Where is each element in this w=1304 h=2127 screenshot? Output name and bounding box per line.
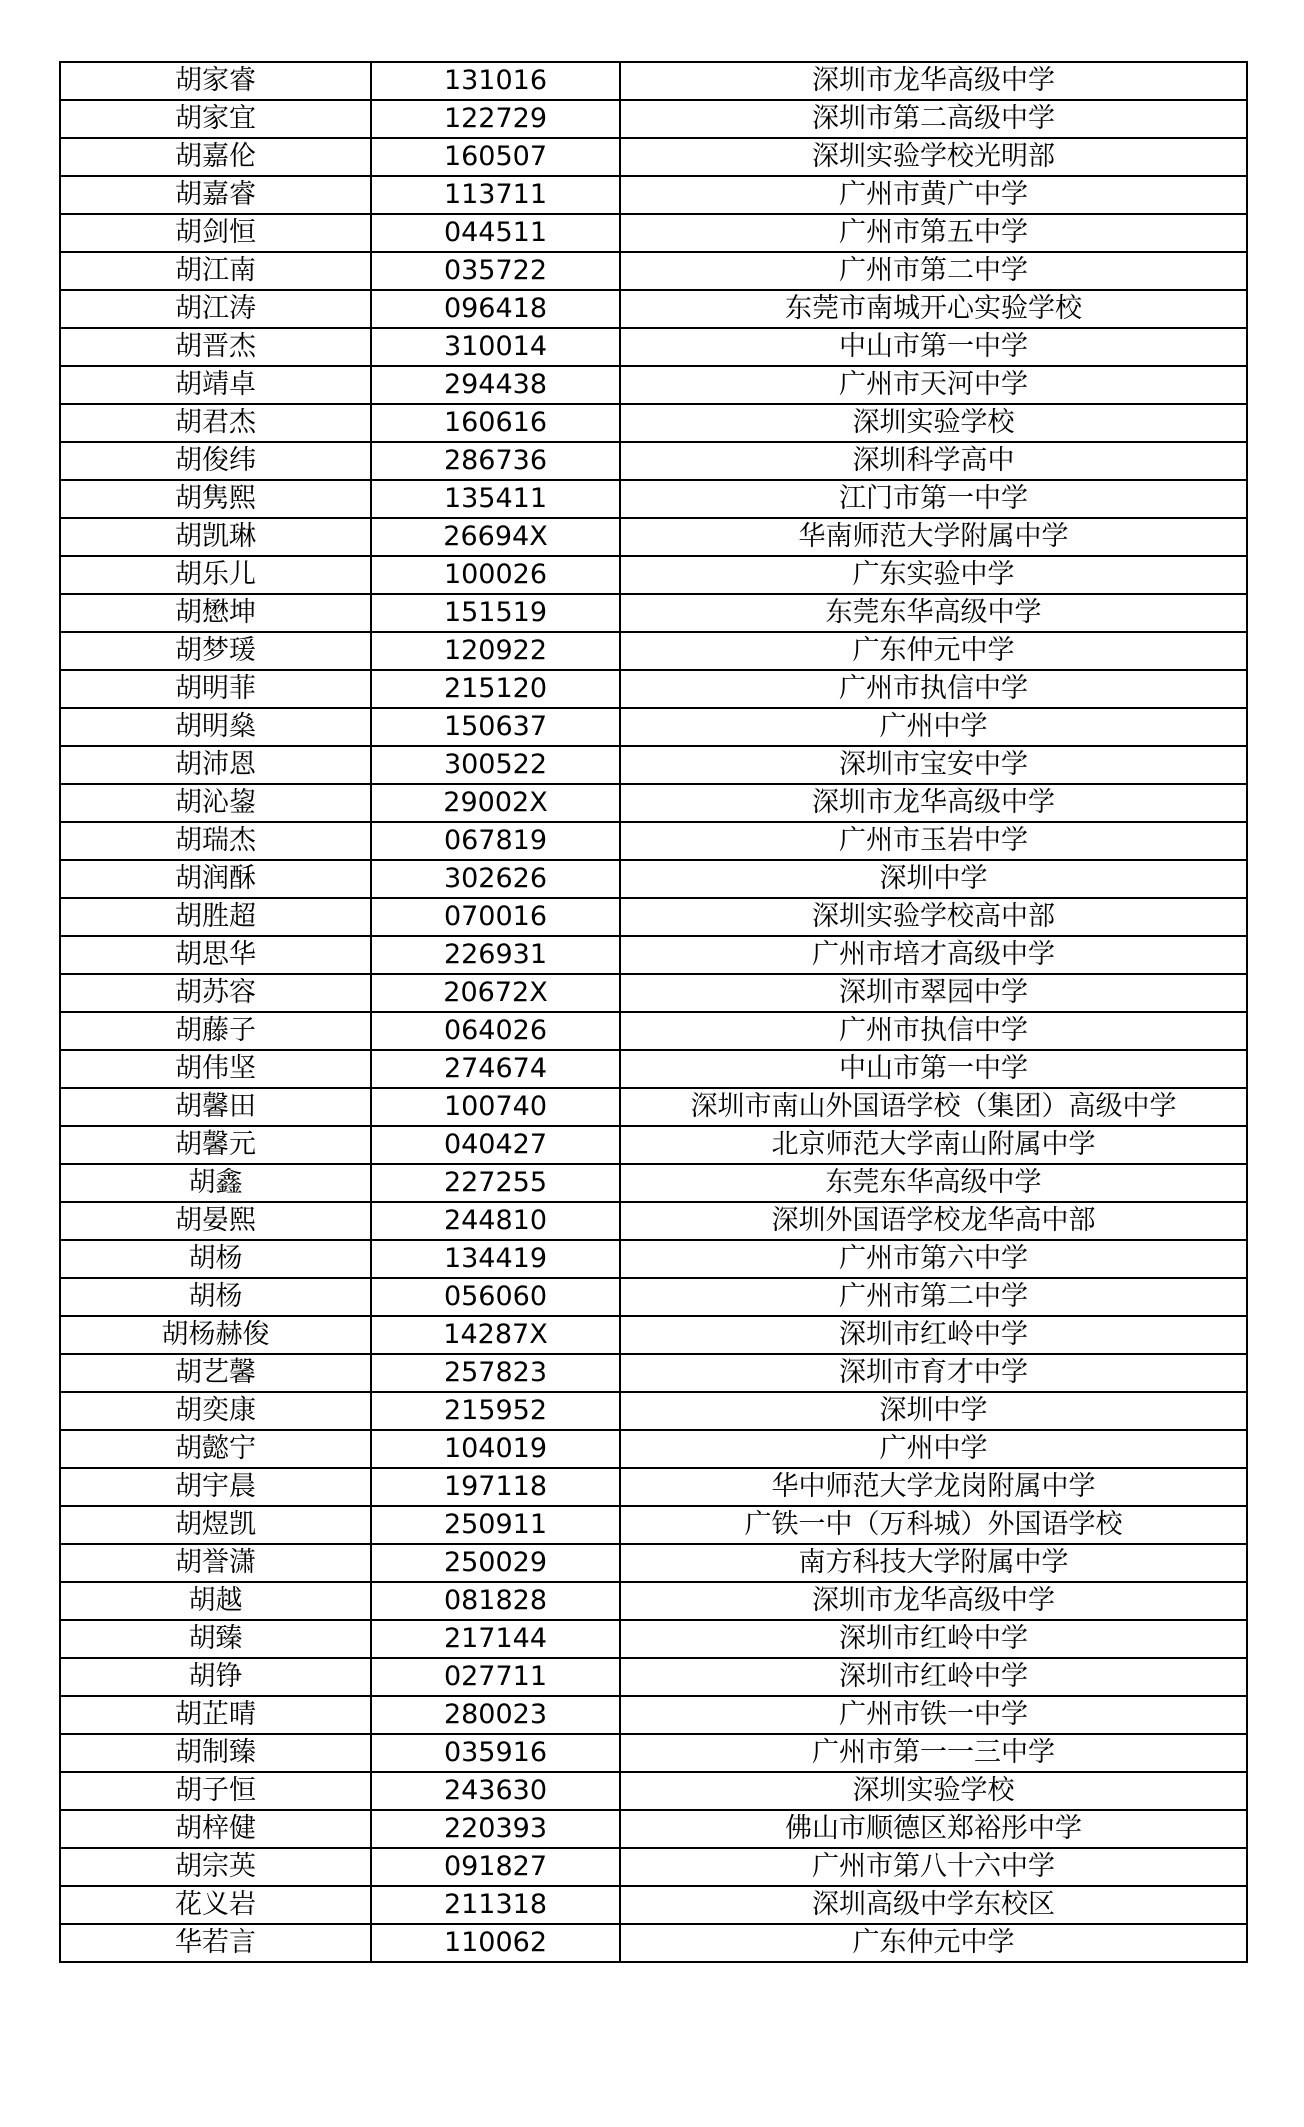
student-id-cell: 217144	[371, 1620, 620, 1658]
school-cell: 广东仲元中学	[620, 1924, 1247, 1962]
school-cell: 广州市第八十六中学	[620, 1848, 1247, 1886]
student-name-cell: 胡江南	[60, 252, 371, 290]
student-name-cell: 胡明菲	[60, 670, 371, 708]
student-id-cell: 197118	[371, 1468, 620, 1506]
school-cell: 深圳实验学校高中部	[620, 898, 1247, 936]
school-cell: 广州市天河中学	[620, 366, 1247, 404]
school-cell: 广铁一中（万科城）外国语学校	[620, 1506, 1247, 1544]
student-name-cell: 胡剑恒	[60, 214, 371, 252]
student-name-cell: 胡越	[60, 1582, 371, 1620]
student-name-cell: 胡宇晨	[60, 1468, 371, 1506]
student-name-cell: 胡梦瑗	[60, 632, 371, 670]
student-id-cell: 215120	[371, 670, 620, 708]
table-row	[60, 290, 1247, 328]
table-row	[60, 974, 1247, 1012]
student-id-cell: 150637	[371, 708, 620, 746]
student-id-cell: 131016	[371, 62, 620, 100]
table-row	[60, 252, 1247, 290]
school-cell: 中山市第一中学	[620, 328, 1247, 366]
table-row	[60, 898, 1247, 936]
school-cell: 深圳市红岭中学	[620, 1620, 1247, 1658]
student-name-cell: 胡杨	[60, 1278, 371, 1316]
student-name-cell: 胡苏容	[60, 974, 371, 1012]
table-row	[60, 936, 1247, 974]
student-name-cell: 胡胜超	[60, 898, 371, 936]
table-row	[60, 670, 1247, 708]
student-id-cell: 286736	[371, 442, 620, 480]
student-id-cell: 250911	[371, 1506, 620, 1544]
student-name-cell: 胡杨	[60, 1240, 371, 1278]
school-cell: 深圳中学	[620, 1392, 1247, 1430]
table-row	[60, 1506, 1247, 1544]
school-cell: 深圳市龙华高级中学	[620, 62, 1247, 100]
student-name-cell: 胡家睿	[60, 62, 371, 100]
student-id-cell: 027711	[371, 1658, 620, 1696]
table-row	[60, 1202, 1247, 1240]
school-cell: 广州市第二中学	[620, 252, 1247, 290]
student-name-cell: 胡鑫	[60, 1164, 371, 1202]
table-row	[60, 214, 1247, 252]
school-cell: 深圳外国语学校龙华高中部	[620, 1202, 1247, 1240]
student-name-cell: 胡誉潇	[60, 1544, 371, 1582]
school-cell: 深圳市龙华高级中学	[620, 1582, 1247, 1620]
table-row	[60, 1810, 1247, 1848]
table-row	[60, 1354, 1247, 1392]
school-cell: 广州市第六中学	[620, 1240, 1247, 1278]
school-cell: 广东仲元中学	[620, 632, 1247, 670]
table-row	[60, 1278, 1247, 1316]
student-name-cell: 胡馨田	[60, 1088, 371, 1126]
student-id-cell: 104019	[371, 1430, 620, 1468]
student-id-cell: 310014	[371, 328, 620, 366]
student-name-cell: 胡家宜	[60, 100, 371, 138]
table-row	[60, 1240, 1247, 1278]
student-roster-table	[59, 61, 1248, 1963]
school-cell: 广州市执信中学	[620, 670, 1247, 708]
table-row	[60, 784, 1247, 822]
student-name-cell: 胡煜凯	[60, 1506, 371, 1544]
student-name-cell: 胡靖卓	[60, 366, 371, 404]
student-name-cell: 胡伟坚	[60, 1050, 371, 1088]
school-cell: 深圳市红岭中学	[620, 1316, 1247, 1354]
student-id-cell: 100740	[371, 1088, 620, 1126]
table-row	[60, 1924, 1247, 1962]
school-cell: 深圳市南山外国语学校（集团）高级中学	[620, 1088, 1247, 1126]
school-cell: 深圳实验学校光明部	[620, 138, 1247, 176]
student-id-cell: 226931	[371, 936, 620, 974]
student-id-cell: 29002X	[371, 784, 620, 822]
student-name-cell: 胡江涛	[60, 290, 371, 328]
school-cell: 广州市培才高级中学	[620, 936, 1247, 974]
student-id-cell: 091827	[371, 1848, 620, 1886]
student-name-cell: 胡晋杰	[60, 328, 371, 366]
student-id-cell: 135411	[371, 480, 620, 518]
student-name-cell: 胡隽熙	[60, 480, 371, 518]
school-cell: 广东实验中学	[620, 556, 1247, 594]
student-id-cell: 243630	[371, 1772, 620, 1810]
table-row	[60, 708, 1247, 746]
school-cell: 中山市第一中学	[620, 1050, 1247, 1088]
student-id-cell: 064026	[371, 1012, 620, 1050]
school-cell: 广州市第五中学	[620, 214, 1247, 252]
school-cell: 广州市第一一三中学	[620, 1734, 1247, 1772]
school-cell: 广州市黄广中学	[620, 176, 1247, 214]
school-cell: 深圳市红岭中学	[620, 1658, 1247, 1696]
table-row	[60, 100, 1247, 138]
school-cell: 深圳中学	[620, 860, 1247, 898]
student-name-cell: 胡宗英	[60, 1848, 371, 1886]
student-id-cell: 035722	[371, 252, 620, 290]
school-cell: 深圳市第二高级中学	[620, 100, 1247, 138]
school-cell: 深圳实验学校	[620, 404, 1247, 442]
school-cell: 南方科技大学附属中学	[620, 1544, 1247, 1582]
student-name-cell: 胡明燊	[60, 708, 371, 746]
table-row	[60, 1088, 1247, 1126]
school-cell: 广州市第二中学	[620, 1278, 1247, 1316]
student-name-cell: 胡俊纬	[60, 442, 371, 480]
school-cell: 东莞东华高级中学	[620, 594, 1247, 632]
school-cell: 广州市铁一中学	[620, 1696, 1247, 1734]
school-cell: 广州市执信中学	[620, 1012, 1247, 1050]
student-id-cell: 257823	[371, 1354, 620, 1392]
student-id-cell: 081828	[371, 1582, 620, 1620]
student-id-cell: 035916	[371, 1734, 620, 1772]
student-name-cell: 胡馨元	[60, 1126, 371, 1164]
student-id-cell: 160507	[371, 138, 620, 176]
student-id-cell: 120922	[371, 632, 620, 670]
school-cell: 佛山市顺德区郑裕彤中学	[620, 1810, 1247, 1848]
student-id-cell: 113711	[371, 176, 620, 214]
student-name-cell: 胡懿宁	[60, 1430, 371, 1468]
school-cell: 北京师范大学南山附属中学	[620, 1126, 1247, 1164]
table-row	[60, 1050, 1247, 1088]
table-row	[60, 1468, 1247, 1506]
student-name-cell: 胡嘉伦	[60, 138, 371, 176]
student-name-cell: 胡凯琳	[60, 518, 371, 556]
school-cell: 深圳实验学校	[620, 1772, 1247, 1810]
student-id-cell: 227255	[371, 1164, 620, 1202]
student-name-cell: 胡君杰	[60, 404, 371, 442]
student-id-cell: 211318	[371, 1886, 620, 1924]
student-name-cell: 胡沁鋆	[60, 784, 371, 822]
student-name-cell: 胡沛恩	[60, 746, 371, 784]
student-name-cell: 胡铮	[60, 1658, 371, 1696]
table-row	[60, 1658, 1247, 1696]
table-row	[60, 746, 1247, 784]
table-row	[60, 480, 1247, 518]
student-name-cell: 胡子恒	[60, 1772, 371, 1810]
table-row	[60, 1430, 1247, 1468]
table-row	[60, 1772, 1247, 1810]
student-name-cell: 胡嘉睿	[60, 176, 371, 214]
school-cell: 江门市第一中学	[620, 480, 1247, 518]
table-row	[60, 176, 1247, 214]
table-row	[60, 556, 1247, 594]
table-row	[60, 860, 1247, 898]
school-cell: 深圳市育才中学	[620, 1354, 1247, 1392]
student-id-cell: 294438	[371, 366, 620, 404]
school-cell: 广州市玉岩中学	[620, 822, 1247, 860]
student-name-cell: 胡奕康	[60, 1392, 371, 1430]
student-name-cell: 胡晏熙	[60, 1202, 371, 1240]
table-row	[60, 632, 1247, 670]
table-row	[60, 1126, 1247, 1164]
student-id-cell: 160616	[371, 404, 620, 442]
table-row	[60, 1316, 1247, 1354]
school-cell: 深圳市宝安中学	[620, 746, 1247, 784]
table-row	[60, 1886, 1247, 1924]
school-cell: 深圳市龙华高级中学	[620, 784, 1247, 822]
student-id-cell: 14287X	[371, 1316, 620, 1354]
student-id-cell: 100026	[371, 556, 620, 594]
table-row	[60, 404, 1247, 442]
table-row	[60, 822, 1247, 860]
student-id-cell: 096418	[371, 290, 620, 328]
student-id-cell: 26694X	[371, 518, 620, 556]
student-name-cell: 胡芷晴	[60, 1696, 371, 1734]
student-name-cell: 胡杨赫俊	[60, 1316, 371, 1354]
table-row	[60, 328, 1247, 366]
table-row	[60, 518, 1247, 556]
table-row	[60, 1164, 1247, 1202]
table-row	[60, 594, 1247, 632]
school-cell: 东莞市南城开心实验学校	[620, 290, 1247, 328]
table-row	[60, 1392, 1247, 1430]
table-row	[60, 1734, 1247, 1772]
student-id-cell: 056060	[371, 1278, 620, 1316]
school-cell: 广州中学	[620, 708, 1247, 746]
school-cell: 东莞东华高级中学	[620, 1164, 1247, 1202]
student-id-cell: 274674	[371, 1050, 620, 1088]
table-row	[60, 1696, 1247, 1734]
student-name-cell: 胡思华	[60, 936, 371, 974]
roster-body	[60, 62, 1247, 1962]
student-id-cell: 220393	[371, 1810, 620, 1848]
student-name-cell: 胡艺馨	[60, 1354, 371, 1392]
student-id-cell: 134419	[371, 1240, 620, 1278]
school-cell: 深圳高级中学东校区	[620, 1886, 1247, 1924]
student-name-cell: 胡瑞杰	[60, 822, 371, 860]
student-id-cell: 040427	[371, 1126, 620, 1164]
student-name-cell: 胡臻	[60, 1620, 371, 1658]
school-cell: 华中师范大学龙岗附属中学	[620, 1468, 1247, 1506]
table-row	[60, 1582, 1247, 1620]
student-id-cell: 067819	[371, 822, 620, 860]
student-id-cell: 280023	[371, 1696, 620, 1734]
student-name-cell: 胡润酥	[60, 860, 371, 898]
table-row	[60, 366, 1247, 404]
table-row	[60, 138, 1247, 176]
student-name-cell: 胡懋坤	[60, 594, 371, 632]
student-id-cell: 070016	[371, 898, 620, 936]
student-name-cell: 胡乐儿	[60, 556, 371, 594]
table-row	[60, 442, 1247, 480]
student-name-cell: 胡藤子	[60, 1012, 371, 1050]
table-row	[60, 1620, 1247, 1658]
table-row	[60, 1848, 1247, 1886]
student-id-cell: 20672X	[371, 974, 620, 1012]
student-id-cell: 110062	[371, 1924, 620, 1962]
table-row	[60, 1012, 1247, 1050]
student-id-cell: 044511	[371, 214, 620, 252]
school-cell: 深圳市翠园中学	[620, 974, 1247, 1012]
table-row	[60, 62, 1247, 100]
student-name-cell: 华若言	[60, 1924, 371, 1962]
student-id-cell: 300522	[371, 746, 620, 784]
student-id-cell: 122729	[371, 100, 620, 138]
student-id-cell: 250029	[371, 1544, 620, 1582]
student-id-cell: 302626	[371, 860, 620, 898]
table-row	[60, 1544, 1247, 1582]
student-name-cell: 花义岩	[60, 1886, 371, 1924]
school-cell: 深圳科学高中	[620, 442, 1247, 480]
student-id-cell: 244810	[371, 1202, 620, 1240]
school-cell: 广州中学	[620, 1430, 1247, 1468]
student-name-cell: 胡梓健	[60, 1810, 371, 1848]
student-name-cell: 胡制臻	[60, 1734, 371, 1772]
school-cell: 华南师范大学附属中学	[620, 518, 1247, 556]
student-id-cell: 215952	[371, 1392, 620, 1430]
student-id-cell: 151519	[371, 594, 620, 632]
